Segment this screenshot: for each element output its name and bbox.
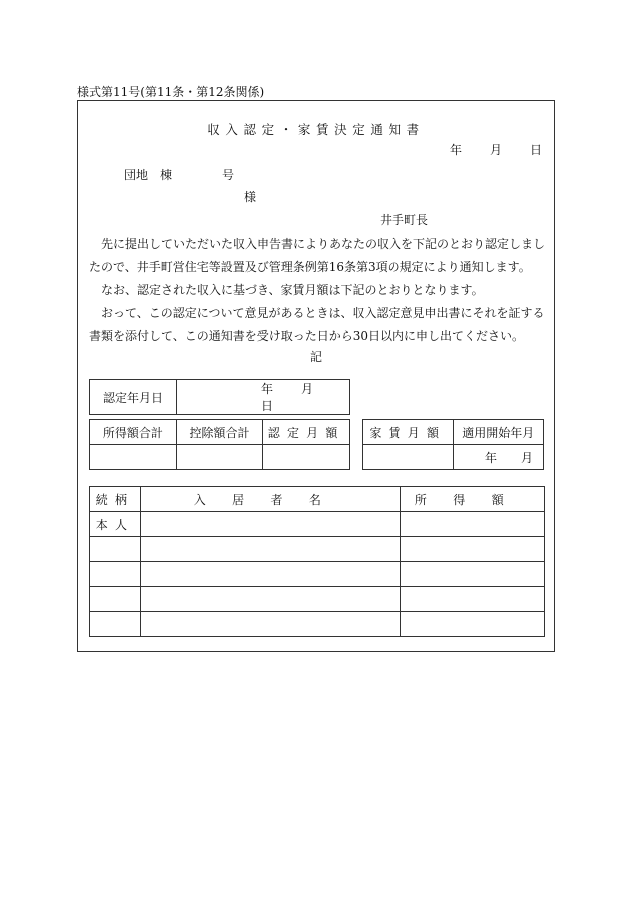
table-row [90, 587, 545, 612]
income-table [89, 419, 350, 470]
deduction-total-header: 控除額合計 [176, 420, 263, 445]
nintei-day-label: 日 [261, 399, 274, 413]
income-header: 所得額 [401, 487, 545, 512]
relationship-header: 続柄 [90, 487, 141, 512]
nintei-date-table [89, 379, 350, 415]
paragraph-notification: 先に提出していただいた収入申告書によりあなたの収入を下記のとおり認定しましたので、井手町営住宅等設置及び管理条例第16条第3項の規定により通知します。 [89, 237, 546, 274]
nintei-monthly-header: 認定月額 [263, 420, 350, 445]
issue-year-label: 年 [450, 143, 463, 157]
table-row [90, 562, 545, 587]
nintei-monthly-cell [263, 445, 350, 470]
issuer-name: 井手町長 [380, 213, 429, 227]
danchi-label: 団地 [124, 168, 149, 182]
ki-heading: 記 [309, 350, 322, 364]
table-row [90, 537, 545, 562]
relationship-self: 本人 [90, 512, 141, 537]
room-number-label: 号 [222, 168, 235, 182]
document-title: 収入認定・家賃決定通知書 [207, 122, 425, 137]
start-month-header: 適用開始年月 [453, 420, 544, 445]
resident-name-cell [141, 512, 401, 537]
income-total-header: 所得額合計 [90, 420, 177, 445]
income-cell [401, 512, 545, 537]
rent-monthly-cell [363, 445, 454, 470]
table-row [90, 512, 545, 537]
paragraph-rent: なお、認定された収入に基づき、家賃月額は下記のとおりとなります。 [101, 283, 484, 297]
address-line [124, 166, 234, 183]
issue-date-line [450, 141, 542, 158]
issue-day-label: 日 [530, 143, 543, 157]
start-month-cell [453, 445, 544, 470]
rent-monthly-header: 家賃月額 [363, 420, 454, 445]
deduction-total-cell [176, 445, 263, 470]
start-year-label: 年 [484, 450, 497, 465]
nintei-year-label: 年 [261, 382, 274, 396]
income-total-cell [90, 445, 177, 470]
notice-frame [77, 100, 555, 652]
recipient-honorific: 様 [244, 190, 257, 204]
start-month-label: 月 [520, 450, 533, 465]
building-label: 棟 [160, 168, 173, 182]
nintei-month-label: 月 [301, 382, 314, 396]
issue-month-label: 月 [490, 143, 503, 157]
resident-name-header: 入居者名 [141, 487, 401, 512]
resident-table [89, 486, 545, 637]
rent-table [362, 419, 544, 470]
nintei-date-value [177, 380, 350, 415]
table-row [90, 612, 545, 637]
form-number-label: 様式第11号(第11条・第12条関係) [77, 85, 265, 99]
nintei-date-label: 認定年月日 [90, 380, 177, 415]
paragraph-objection: おって、この認定について意見があるときは、収入認定意見申出書にそれを証する書類を添付して、この通知書を受け取った日から30日以内に申し出てください。 [89, 306, 545, 343]
